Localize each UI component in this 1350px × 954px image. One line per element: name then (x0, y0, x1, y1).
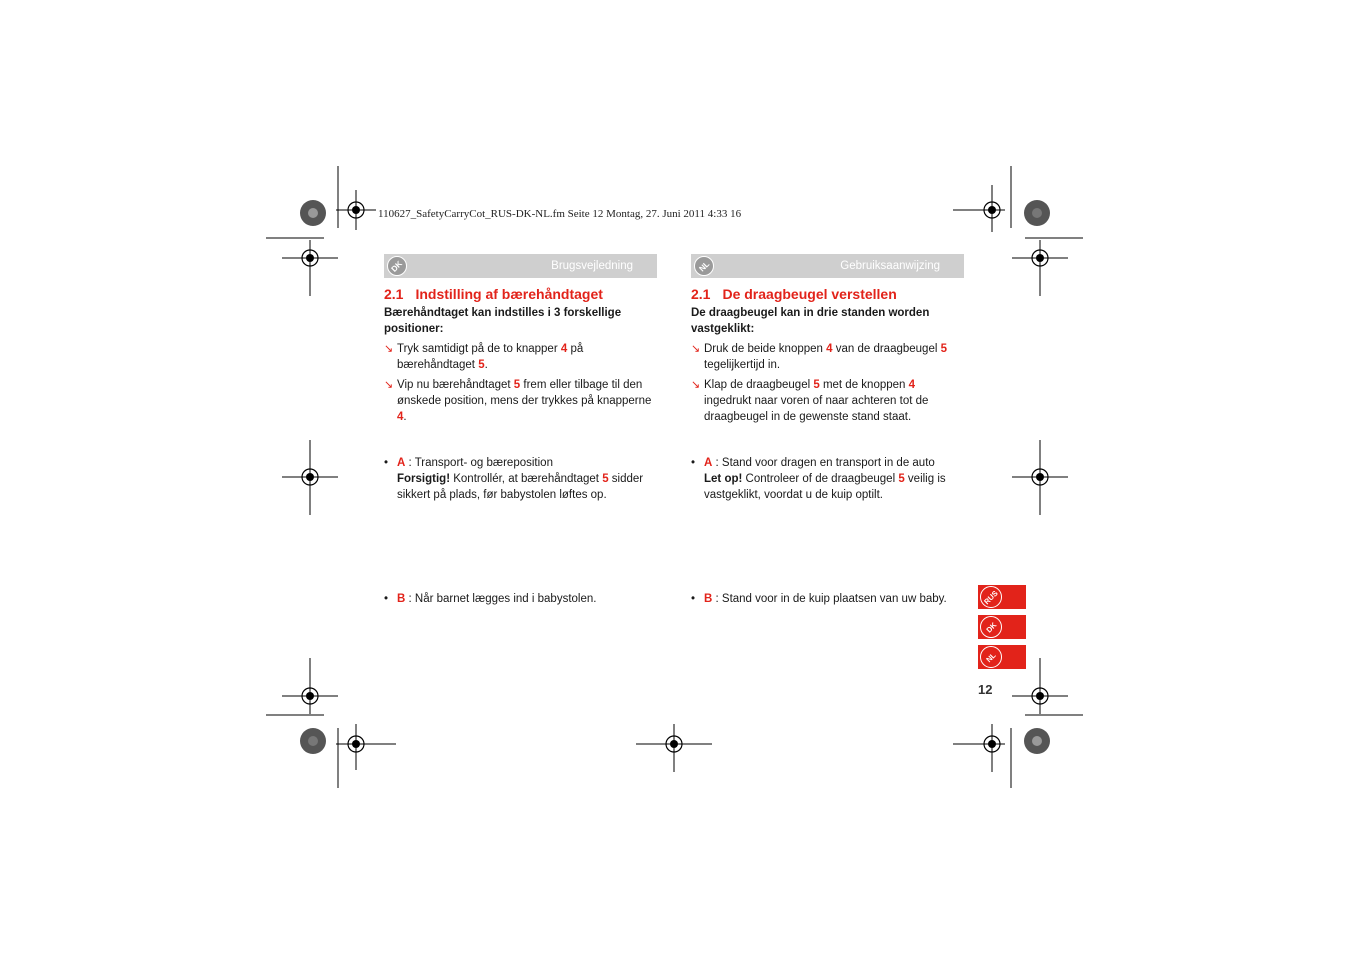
page-number: 12 (978, 682, 993, 697)
bullet-icon: • (691, 457, 696, 469)
language-tab-nl[interactable]: NL (978, 645, 1026, 669)
bullet-a-left: • A : Transport- og bæreposition Forsigtig! Kontrollér, at bærehåndtaget 5 sidder sikkert på plads, før babystolen løftes op. (384, 457, 644, 501)
language-tab-rus[interactable]: RUS (978, 585, 1026, 609)
file-info: 110627_SafetyCarryCot_RUS-DK-NL.fm Seite 12 Montag, 27. Juni 2011 4:33 16 (378, 208, 742, 220)
intro-right: De draagbeugel kan in drie standen worden vastgeklikt: (691, 307, 930, 335)
step-2-left: ↘ Vip nu bærehåndtaget 5 frem eller tilbage til den ønskede position, mens der trykkes på knapperne 4. (384, 379, 652, 423)
section-title-right: 2.1 De draagbeugel verstellen (691, 286, 897, 302)
header-bar-left (384, 254, 657, 278)
bullet-icon: • (691, 593, 696, 605)
language-tab-dk[interactable]: DK (978, 615, 1026, 639)
step-1-left: ↘ Tryk samtidigt på de to knapper 4 på bærehåndtaget 5. (384, 343, 584, 371)
intro-left: Bærehåndtaget kan indstilles i 3 forskellige positioner: (384, 307, 622, 335)
arrow-icon: ↘ (691, 343, 701, 355)
header-label: Brugsvejledning (551, 260, 633, 272)
step-2-right: ↘ Klap de draagbeugel 5 met de knoppen 4 ingedrukt naar voren of naar achteren tot de draagbeugel in de gewenste stand staat. (691, 379, 929, 423)
bullet-b-right: • B : Stand voor in de kuip plaatsen van uw baby. (691, 593, 947, 605)
bullet-a-right: • A : Stand voor dragen en transport in de auto Let op! Controleer of de draagbeugel 5 veilig is vastgeklikt, voordat u de kuip optilt. (691, 457, 946, 501)
step-1-right: ↘ Druk de beide knoppen 4 van de draagbeugel 5 tegelijkertijd in. (691, 343, 947, 371)
language-badge-dk: DK (387, 256, 407, 276)
arrow-icon: ↘ (384, 379, 394, 391)
arrow-icon: ↘ (691, 379, 701, 391)
section-title-left: 2.1 Indstilling af bærehåndtaget (384, 286, 603, 302)
arrow-icon: ↘ (384, 343, 394, 355)
language-badge-nl: NL (694, 256, 714, 276)
bullet-icon: • (384, 593, 389, 605)
bullet-icon: • (384, 457, 389, 469)
header-bar-right (691, 254, 964, 278)
bullet-b-left: • B : Når barnet lægges ind i babystolen. (384, 593, 597, 605)
header-label: Gebruiksaanwijzing (840, 260, 940, 272)
